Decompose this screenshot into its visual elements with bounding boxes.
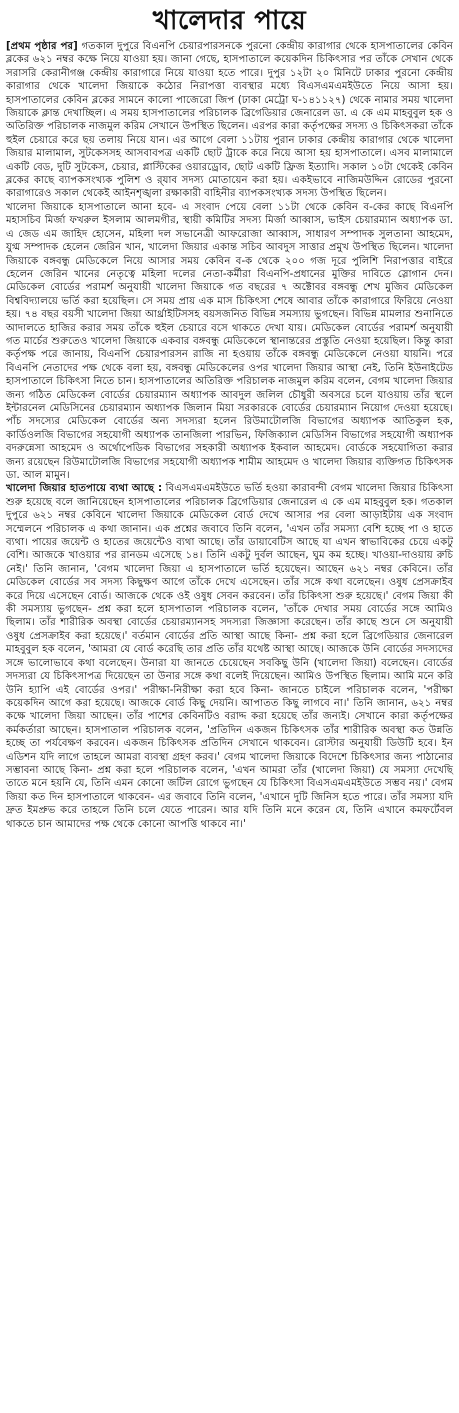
article-body xyxy=(6,40,453,831)
headline: খালেদার পায়ে xyxy=(152,6,307,36)
paragraph-text: গতকাল দুপুরে বিএনপি চেয়ারপারসনকে পুরনো কেন্দ্রীয় কারাগার থেকে হাসপাতালের কেবিন ব্লকের ৬২১ নম্বর কক্ষে নিয়ে যাওয়া হয়। জানা গেছে, হাসপাতালে কয়েকদিন চিকিৎসার পর তাঁকে সেখান থেকে সরাসরি কেরানীগঞ্জ কেন্দ্রীয় কারাগারে নিয়ে যাওয়া হতে পারে। দুপুর ১২টা ২০ মিনিটে ঢাকার পুরনো কেন্দ্রীয় কারাগার থেকে খালেদা জিয়াকে কঠোর নিরাপত্তা ব্যবস্থার মধ্যে বিএসএমএমইউতে নিয়ে আসা হয়। হাসপাতালের কেবিন ব্লকের সামনে কালো পাজেরো জিপ (ঢাকা মেট্রো ঘ-১৪১১২৭) থেকে নামার সময় খালেদা জিয়াকে ক্লান্ত দেখাচ্ছিল। এ সময় হাসপাতালের পরিচালক ব্রিগেডিয়ার জেনারেল ডা. এ কে এম মাহবুবুল হক ও অতিরিক্ত পরিচালক নাজমুল করিম সেখানে উপস্থিত ছিলেন। এরপর কারা কর্তৃপক্ষের সদস্য ও চিকিৎসকরা তাঁকে হুইল চেয়ারে করে ছয় তলায় নিয়ে যান। এর আগে বেলা ১১টায় পুরান ঢাকার কেন্দ্রীয় কারাগার থেকে খালেদা জিয়ার মালামাল, সুটকেসসহ আসবাবপত্র একটি ছোট ট্রাকে করে নিয়ে আসা হয় হাসপাতালে। এসব মালামালে একটি বেড, দুটি সুটকেস, চেয়ার, প্লাস্টিকের ওয়ারড্রোব, ছোট একটি ফ্রিজ ইত্যাদি। সকাল ১০টা থেকেই কেবিন ব্লকের কাছে ব্যাপকসংখ্যক পুলিশ ও র্‌যাব সদস্য মোতায়েন করা হয়। একইভাবে নাজিমউদ্দিন রোডের পুরনো কারাগারেও সকাল থেকেই আইনশৃঙ্খলা রক্ষাকারী বাহিনীর ব্যাপকসংখ্যক সদস্য উপস্থিত ছিলেন। xyxy=(6,41,453,200)
paragraph-1 xyxy=(6,40,453,201)
continuation-label: [প্রথম পৃষ্ঠার পর] xyxy=(6,41,78,52)
paragraph-text: খালেদা জিয়াকে হাসপাতালে আনা হবে- এ সংবাদ পেয়ে বেলা ১১টা থেকে কেবিন ব-কের কাছে বিএনপি মহাসচিব মির্জা ফখরুল ইসলাম আলমগীর, স্থায়ী কমিটির সদস্য মির্জা আব্বাস, ভাইস চেয়ারম্যান অধ্যাপক ডা. এ জেড এম জাহিদ হোসেন, মহিলা দল সভানেত্রী আফরোজা আব্বাস, সাধারণ সম্পাদক সুলতানা আহমেদ, যুগ্ম সম্পাদক হেলেন জেরিন খান, খালেদা জিয়ার একান্ত সচিব আবদুস সাত্তার প্রমুখ উপস্থিত ছিলেন। খালেদা জিয়াকে বঙ্গবন্ধু মেডিকেলে নিয়ে আসার সময় কেবিন ব-ক থেকে ২০০ গজ দূরে পুলিশি নিরাপত্তার বাইরে হেলেন জেরিন খানের নেতৃত্বে মহিলা দলের নেতা-কর্মীরা বিএনপি-প্রধানের মুক্তির দাবিতে স্লোগান দেন। মেডিকেল বোর্ডের পরামর্শ অনুযায়ী খালেদা জিয়াকে গত বছরের ৭ অক্টোবর বঙ্গবন্ধু শেখ মুজিব মেডিকেল বিশ্ববিদ্যালয়ে ভর্তি করা হয়েছিল। সে সময় প্রায় এক মাস চিকিৎসা শেষে আবার তাঁকে কারাগারে ফিরিয়ে নেওয়া হয়। ৭৪ বছর বয়সী খালেদা জিয়া আর্থ্রাইটিসসহ বয়সজনিত বিভিন্ন সমস্যায় ভুগছেন। বিভিন্ন মামলার শুনানিতে আদালতে হাজির করার সময় তাঁকে হুইল চেয়ারে বসে থাকতে দেখা যায়। মেডিকেল বোর্ডের পরামর্শ অনুযায়ী গত মার্চের শুরুতেও খালেদা জিয়াকে একবার বঙ্গবন্ধু মেডিকেলে স্থানান্তরের প্রস্তুতি নেওয়া হয়েছিল। কিন্তু কারা কর্তৃপক্ষ পরে জানায়, বিএনপি চেয়ারপারসন রাজি না হওয়ায় তাঁকে বঙ্গবন্ধু মেডিকেলে নেওয়া যায়নি। পরে বিএনপি নেতাদের পক্ষ থেকে বলা হয়, বঙ্গবন্ধু মেডিকেলের ওপর খালেদা জিয়ার আস্থা নেই, তিনি ইউনাইটেড হাসপাতালে চিকিৎসা নিতে চান। হাসপাতালের অতিরিক্ত পরিচালক নাজমুল করিম বলেন, বেগম খালেদা জিয়ার জন্য গঠিত মেডিকেল বোর্ডের চেয়ারম্যান অধ্যাপক আবদুল জলিল চৌধুরী অবসরে চলে যাওয়ায় তাঁর স্থলে ইন্টারনেল মেডিসিনের চেয়ারম্যান অধ্যাপক জিলান মিয়া সরকারকে বোর্ডের চেয়ারম্যান নিয়োগ দেওয়া হয়েছে। পাঁচ সদস্যের মেডিকেল বোর্ডের অন্য সদস্যরা হলেন রিউমাটোলজি বিভাগের অধ্যাপক আতিকুল হক, কার্ডিওলজি বিভাগের সহযোগী অধ্যাপক তানজিলা পারভিন, ফিজিক্যাল মেডিসিন বিভাগের সহযোগী অধ্যাপক বদরুন্নেসা আহমেদ ও অর্থোপেডিক বিভাগের সহকারী অধ্যাপক ইকবাল আহমেদ। বোর্ডকে সহযোগিতা করার জন্য রয়েছেন রিউমাটোলজি বিভাগের সহযোগী অধ্যাপক শামীম আহমেদ ও খালেদা জিয়ার ব্যক্তিগত চিকিৎসক ডা. আল মামুন। xyxy=(6,201,453,481)
paragraph-2 xyxy=(6,201,453,483)
paragraph-3 xyxy=(6,482,453,831)
paragraph-text: বিএসএমএমইউতে ভর্তি হওয়া কারাবন্দী বেগম খালেদা জিয়ার চিকিৎসা শুরু হয়েছে বলে জানিয়েছেন হাসপাতালের পরিচালক ব্রিগেডিয়ার জেনারেল এ কে এম মাহবুবুল হক। গতকাল দুপুরে ৬২১ নম্বর কেবিনে খালেদা জিয়াকে মেডিকেল বোর্ড দেখে আসার পর বেলা আড়াইটায় এক সংবাদ সম্মেলনে পরিচালক এ কথা জানান। এক প্রশ্নের জবাবে তিনি বলেন, 'এখন তাঁর সমস্যা বেশি হচ্ছে পা ও হাতে ব্যথা। পায়ের জয়েন্ট ও হাতের জয়েন্টেও ব্যথা আছে। তাঁর ডায়াবেটিস আছে যা এখন স্বাভাবিকের চেয়ে একটু বেশি। আজকে খাওয়ার পর রানডম এসেছে ১৪। তিনি একটু দুর্বল আছেন, ঘুম কম হচ্ছে। খাওয়া-দাওয়ায় রুচি নেই।' তিনি জানান, 'বেগম খালেদা জিয়া এ হাসপাতালে ভর্তি হয়েছেন। আছেন ৬২১ নম্বর কেবিনে। তাঁর মেডিকেল বোর্ডের সব সদস্য কিছুক্ষণ আগে তাঁকে দেখে এসেছেন। তাঁর সঙ্গে কথা বলেছেন। ওষুধ প্রেসক্রাইব করে দিয়ে এসেছেন বোর্ড। আজকে থেকে ওই ওষুধ সেবন করবেন। তাঁর চিকিৎসা শুরু হয়েছে।' বেগম জিয়া কী কী সমস্যায় ভুগছেন- প্রশ্ন করা হলে হাসপাতাল পরিচালক বলেন, 'তাঁকে দেখার সময় বোর্ডের সঙ্গে আমিও ছিলাম। তাঁর শারীরিক অবস্থা বোর্ডের চেয়ারম্যানসহ সদস্যরা জিজ্ঞাসা করেছেন। তাঁর কাছে শুনে সে অনুযায়ী ওষুধ প্রেসক্রাইব করা হয়েছে।' বর্তমান বোর্ডের প্রতি আস্থা আছে কিনা- প্রশ্ন করা হলে ব্রিগেডিয়ার জেনারেল মাহবুবুল হক বলেন, 'আমরা যে বোর্ড করেছি তার প্রতি তাঁর যথেষ্ট আস্থা আছে। আজকে উনি বোর্ডের সদস্যদের সঙ্গে ভালোভাবে কথা বলেছেন। উনারা যা জানতে চেয়েছেন সবকিছু উনি (খালেদা জিয়া) বলেছেন। বোর্ডের সদস্যরা যে চিকিৎসাপত্র দিয়েছেন তা উনার সঙ্গে কথা বলেই দিয়েছেন। আমিও উপস্থিত ছিলাম। আমি মনে করি উনি হ্যাপি এই বোর্ডের ওপর।' পরীক্ষা-নিরীক্ষা করা হবে কিনা- জানতে চাইলে পরিচালক বলেন, 'পরীক্ষা কয়েকদিন আগে করা হয়েছে। আজকে বোর্ড কিছু দেয়নি। আপাতত কিছু লাগবে না।' তিনি জানান, ৬২১ নম্বর কক্ষে খালেদা জিয়া আছেন। তাঁর পাশের কেবিনটিও বরাদ্দ করা হয়েছে তাঁর জন্যই। সেখানে কারা কর্তৃপক্ষের কর্মকর্তারা আছেন। হাসপাতাল পরিচালক বলেন, 'প্রতিদিন একজন চিকিৎসক তাঁর শারীরিক অবস্থা কত উন্নতি হচ্ছে তা পর্যবেক্ষণ করবেন। একজন চিকিৎসক প্রতিদিন সেখানে থাকবেন। রোস্টার অনুযায়ী ডিউটি হবে। ইন এডিশন যদি লাগে তাহলে আমরা ব্যবস্থা গ্রহণ করব।' বেগম খালেদা জিয়াকে বিদেশে চিকিৎসার জন্য পাঠানোর সম্ভাবনা আছে কিনা- প্রশ্ন করা হলে পরিচালক বলেন, 'এখন আমরা তাঁর (খালেদা জিয়া) যে সমস্যা দেখেছি তাতে মনে হয়নি যে, তিনি এমন কোনো জটিল রোগে ভুগছেন যে চিকিৎসা বিএসএমএমইউতে সম্ভব নয়।' বেগম জিয়া কত দিন হাসপাতালে থাকবেন- এর জবাবে তিনি বলেন, 'এখানে দুটি জিনিস হতে পারে। তাঁর সমস্যা যদি দ্রুত ইমপ্রুভ করে তাহলে তিনি চলে যেতে পারেন। আর যদি তিনি মনে করেন যে, তিনি এখানে কমফর্টেবল থাকতে চান আমাদের পক্ষ থেকে কোনো আপত্তি থাকবে না।' xyxy=(6,483,453,830)
subheading: খালেদা জিয়ার হাতপায়ে ব্যথা আছে : xyxy=(6,483,163,495)
